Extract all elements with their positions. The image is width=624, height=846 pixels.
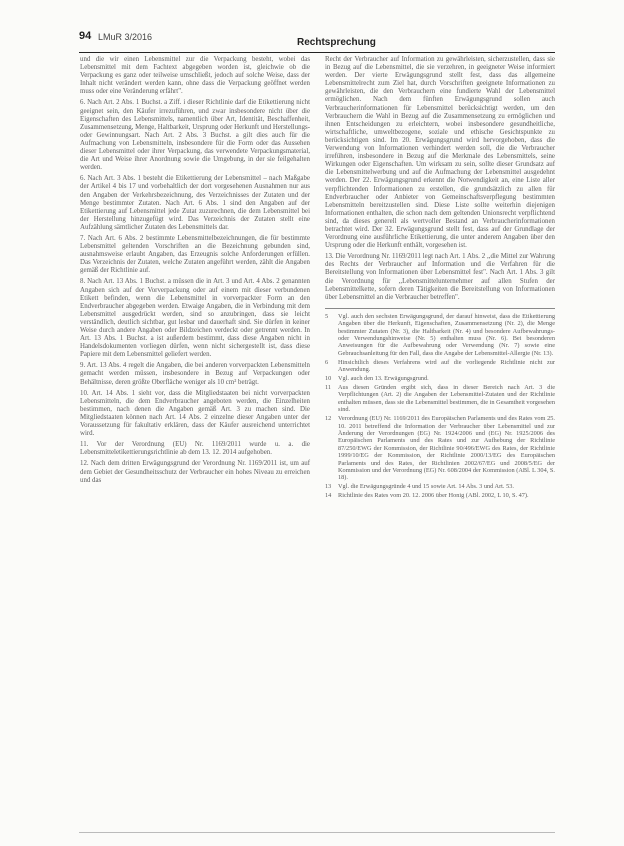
left-column [80,56,310,488]
footnote-text: Vgl. auch den sechsten Erwägungsgrund, der darauf hinweist, dass die Etikettierung Angaben über die Herkunft, Eigenschaften, Zusammensetzung (Nr. 2), die Menge bestimmter Zutaten (Nr. 3), die Haltbarkeit (Nr. 4) und besondere Aufbewahrungs- oder Verwendungshinweise (Nr. 5) enthalten muss (Nr. 6). Bei besonderen Anweisungen für die Aufbewahrung oder Verwendung (Nr. 7) sowie eine Gebrauchsanleitung für den Fall, dass die Angabe der Lebensmittel-Allergie (Nr. 13). [338,312,555,357]
footnote-number: 10 [325,375,332,383]
page-bottom-rule [79,832,555,833]
paragraph: 7. Nach Art. 6 Abs. 2 bestimmte Lebensmittelbezeichnungen, die für bestimmte Lebensmittel geltenden Vorschriften an die Bezeichnung gebunden sind, ausnahmsweise erlaubt Angaben, das Erzeugnis solche Anforderungen erfüllen. Das Verzeichnis der Zutaten, welche Zutaten angeführt werden, zählt die Angaben gemäß der Richtlinie auf. [80,234,310,275]
footnote-text: Vgl. auch den 13. Erwägungsgrund. [338,375,429,383]
paragraph: 10. Art. 14 Abs. 1 sieht vor, dass die Mitgliedstaaten bei nicht vorverpackten Lebensmitteln, die dem Endverbraucher angeboten werden, die Einzelheiten bestimmen, nach denen die Angaben gemäß Art. 3 zu machen sind. Die Mitgliedstaaten können nach Art. 14 Abs. 2 einzelne dieser Angaben unter der Voraussetzung für fakultativ erklären, dass der Käufer ausreichend unterrichtet wird. [80,389,310,438]
paragraph: 12. Nach dem dritten Erwägungsgrund der Verordnung Nr. 1169/2011 ist, um auf dem Gebiet der Gesundheitsschutz der Verbraucher ein hohes Niveau zu erreichen und das [80,460,310,484]
footnote-number: 14 [325,492,332,500]
paragraph: 8. Nach Art. 13 Abs. 1 Buchst. a müssen die in Art. 3 und Art. 4 Abs. 2 genannten Angaben sich auf der Vorverpackung oder auf einem mit dieser verbundenen Etikett befinden, wenn die Lebensmittel in vorverpackter Form an den Endverbraucher abgegeben werden. Etwaige Angaben, die in Verbindung mit dem Lebensmittel ausgedrückt werden, sind so anzubringen, dass sie leicht verständlich, deutlich sichtbar, gut lesbar und dauerhaft sind. Sie dürfen in keiner Weise durch andere Angaben oder Bildzeichen verdeckt oder getrennt werden. In Art. 13 Abs. 1 Buchst. a ist außerdem bestimmt, dass diese Angaben nicht in Handelsdokumenten vorliegen dürfen, wenn nicht sichergestellt ist, dass diese Papiere mit dem Lebensmittel geliefert werden. [80,278,310,359]
footnotes [325,308,555,500]
journal-reference: LMuR 3/2016 [98,32,153,42]
footnote-text: Richtlinie des Rates vom 20. 12. 2006 über Honig (ABl. 2002, L 10, S. 47). [338,492,529,500]
paragraph: 9. Art. 13 Abs. 4 regelt die Angaben, die bei anderen vorverpackten Lebensmitteln gemacht werden müssen, insbesondere in Bezug auf Verpackungen oder Behältnisse, deren größte Oberfläche weniger als 10 cm² beträgt. [80,362,310,386]
footnote [325,483,555,490]
right-column [325,56,555,501]
section-title: Rechtsprechung [297,37,376,48]
footnote [325,492,555,499]
paragraph: und die wir einen Lebensmittel zur die Verpackung besteht, wobei das Lebensmittel mit dem Fachtext abgegeben worden ist, gleichwie ob die Verpackung es ganz oder teilweise umschließt, jedoch auf solche Weise, dass der Inhalt nicht verändert werden kann, ohne dass die Verpackung geöffnet werden muss oder eine Veränderung erfährt". [80,56,310,96]
paragraph: 6. Nach Art. 2 Abs. 1 Buchst. a Ziff. i dieser Richtlinie darf die Etikettierung nicht geeignet sein, den Käufer irrezuführen, und zwar insbesondere nicht über die Eigenschaften des Lebensmittels, namentlich über Art, Identität, Beschaffenheit, Zusammensetzung, Menge, Haltbarkeit, Ursprung oder Herkunft und Herstellungs- oder Gewinnungsart. Nach Art. 2 Abs. 3 Buchst. a gilt dies auch für die Aufmachung von Lebensmitteln, insbesondere für die Form oder das Aussehen dieser Lebensmittel oder ihrer Verpackung, das verwendete Verpackungsmaterial, die Art und Weise ihrer Anordnung sowie die Umgebung, in der sie feilgehalten werden. [80,99,310,172]
right-column-body [325,56,555,302]
footnote-text: Aus diesen Gründen ergibt sich, dass in dieser Bereich nach Art. 3 die Verpflichtungen (Art. 2) die Angaben der Lebensmittel-Zutaten und der Richtlinie enthalten müssen, dass sie die Lebensmittel bestimmen, die in Gesamtheit vorgesehen sind. [338,383,555,414]
footnote-text: Verordnung (EU) Nr. 1169/2011 des Europäischen Parlaments und des Rates vom 25. 10. 2011 betreffend die Information der Verbraucher über Lebensmittel und zur Änderung der Verordnungen (EG) Nr. 1924/2006 und (EG) Nr. 1925/2006 des Europäischen Parlaments und des Rates und zur Aufhebung der Richtlinie 87/250/EWG der Kommission, der Richtlinie 90/496/EWG des Rates, der Richtlinie 1999/10/EG der Kommission, der Richtlinie 2000/13/EG des Europäischen Parlaments und des Rates, der Richtlinien 2002/67/EG und 2008/5/EG der Kommission und der Verordnung (EG) Nr. 608/2004 der Kommission (ABl. L 304, S. 18). [338,415,555,482]
footnote [325,313,555,357]
footnote [325,375,555,382]
paragraph: 13. Die Verordnung Nr. 1169/2011 legt nach Art. 1 Abs. 2 ,,die Mittel zur Wahrung des Rechts der Verbraucher auf Information und die Verfahren für die Bereitstellung von Informationen über Lebensmittel fest". Nach Art. 1 Abs. 3 gilt die Verordnung für ,,Lebensmittelunternehmer auf allen Stufen der Lebensmittelkette, sofern deren Tätigkeiten die Bereitstellung von Informationen über Lebensmittel an die Verbraucher betreffen". [325,253,555,301]
footnote-text: Vgl. die Erwägungsgründe 4 und 15 sowie Art. 14 Abs. 3 und Art. 53. [338,483,514,491]
paragraph: 11. Vor der Verordnung (EU) Nr. 1169/2011 wurde u. a. die Lebensmitteletikettierungsrichtlinie ab dem 13. 12. 2014 aufgehoben. [80,441,310,457]
footnote [325,384,555,414]
footnote [325,415,555,482]
paragraph: Recht der Verbraucher auf Information zu gewährleisten, sicherzustellen, dass sie in Bezug auf die Lebensmittel, die sie verzehren, in geeigneter Weise informiert werden. Der vierte Erwägungsgrund stellt fest, dass das allgemeine Lebensmittelrecht zum Ziel hat, durch Vorschriften geeignete Informationen zu gewährleisten, die den Verbrauchern eine fundierte Wahl der Lebensmittel ermöglichen. Nach dem fünften Erwägungsgrund sollen auch Verbraucherinformationen für Lebensmittel berücksichtigt werden, um den Verbrauchern die Wahl in Bezug auf die Zusammensetzung zu ermöglichen und ihnen Entscheidungen zu erleichtern, wobei insbesondere gesundheitliche, wirtschaftliche, umweltbezogene, soziale und ethische Gesichtspunkte zu berücksichtigen sind. Im 20. Erwägungsgrund wird hervorgehoben, dass die Verwendung von Informationen verhindert werden soll, die die Verbraucher irreführen, insbesondere in Bezug auf die Merkmale des Lebensmittels, seine Wirkungen oder Eigenschaften. Um wirksam zu sein, sollte dieser Grundsatz auf die Lebensmittelwerbung und auf die Aufmachung der Lebensmittel ausgedehnt werden. Der 22. Erwägungsgrund erkennt die Notwendigkeit an, eine Liste aller verpflichtenden Informationen zu erstellen, die grundsätzlich zu allen für Endverbraucher oder Anbieter von Gemeinschaftsverpflegung bestimmten Lebensmitteln bereitzustellen sind. Diese Liste sollte weiterhin diejenigen Informationen enthalten, die schon nach dem geltenden Unionsrecht verpflichtend sind, da dieses generell als wertvoller Bestand an Verbraucherinformationen betrachtet wird. Der 32. Erwägungsgrund stellt fest, dass auf der Grundlage der Verordnung eine ausführliche Etikettierung, die unter anderem Angaben über den Ursprung oder die Herkunft enthält, vorgesehen ist. [325,56,555,250]
page-header [79,28,555,53]
footnote [325,359,555,374]
paragraph: 6. Nach Art. 3 Abs. 1 besteht die Etikettierung der Lebensmittel – nach Maßgabe der Artikel 4 bis 17 und vorbehaltlich der dort vorgesehenen Ausnahmen nur aus den Angaben der Verkehrsbezeichnung, des Verzeichnisses der Zutaten und der Menge bestimmter Zutaten. Nach Art. 6 Abs. 1 sind den Angaben auf der Etikettierung auf Lebensmittel jede Zutat zuzurechnen, die dem Lebensmittel bei der Herstellung hinzugefügt wird. Das Verzeichnis der Zutaten stellt eine Aufzählung sämtlicher Zutaten des Lebensmittels dar. [80,175,310,231]
footnote-number: 13 [325,483,332,491]
page-number: 94 [79,30,92,42]
footnote-text: Hinsichtlich dieses Verfahrens wird auf die vorliegende Richtlinie nicht zur Anwendung. [338,358,555,374]
footnote-number: 11 [325,383,332,391]
footnote-number: 12 [325,415,332,423]
footnote-number: 6 [325,358,329,366]
footnote-number: 5 [325,312,329,320]
